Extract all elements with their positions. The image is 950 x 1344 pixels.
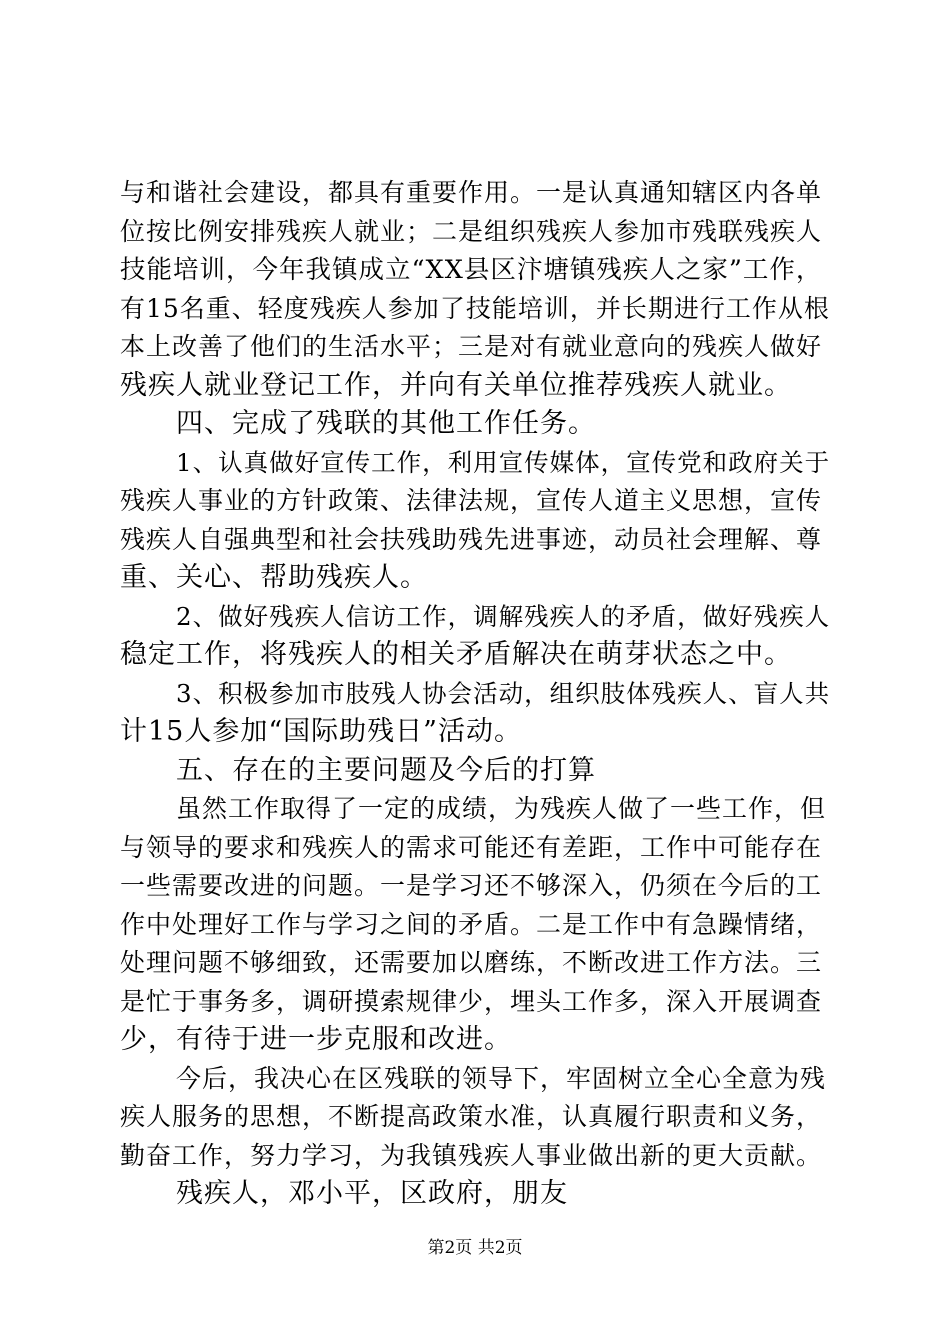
- text-line: 勤奋工作，努力学习，为我镇残疾人事业做出新的更大贡献。: [120, 1140, 823, 1170]
- text-line: 疾人服务的思想，不断提高政策水准，认真履行职责和义务，: [120, 1102, 823, 1131]
- text-line: 虽然工作取得了一定的成绩，为残疾人做了一些工作，但: [176, 794, 827, 823]
- text-line: 2、做好残疾人信访工作，调解残疾人的矛盾，做好残疾人: [176, 601, 831, 631]
- text-line: 3、积极参加市肢残人协会活动，组织肢体残疾人、盲人共: [176, 678, 831, 708]
- text-line: 五、存在的主要问题及今后的打算: [176, 754, 596, 786]
- text-line: 处理问题不够细致，还需要加以磨练，不断改进工作方法。三: [120, 948, 823, 977]
- text-line: 残疾人，邓小平，区政府，朋友: [176, 1178, 568, 1209]
- text-line: 1、认真做好宣传工作，利用宣传媒体，宣传党和政府关于: [176, 447, 831, 477]
- text-line: 与领导的要求和残疾人的需求可能还有差距，工作中可能存在: [120, 832, 823, 862]
- page-number-footer: 第2页 共2页: [427, 1238, 523, 1258]
- text-line: 稳定工作，将残疾人的相关矛盾解决在萌芽状态之中。: [120, 639, 792, 670]
- text-line: 一些需要改进的问题。一是学习还不够深入，仍须在今后的工: [120, 871, 823, 900]
- text-line: 四、完成了残联的其他工作任务。: [176, 408, 596, 439]
- text-line: 位按比例安排残疾人就业；二是组织残疾人参加市残联残疾人: [120, 216, 823, 246]
- document-body: [120, 174, 832, 1214]
- text-line: 重、关心、帮助残疾人。: [120, 562, 428, 593]
- text-line: 残疾人自强典型和社会扶残助残先进事迹，动员社会理解、尊: [120, 524, 823, 554]
- text-line: 是忙于事务多，调研摸索规律少，埋头工作多，深入开展调查: [120, 986, 823, 1016]
- text-line: 残疾人事业的方针政策、法律法规，宣传人道主义思想，宣传: [120, 486, 823, 515]
- text-line: 少，有待于进一步克服和改进。: [120, 1024, 512, 1055]
- text-line: 残疾人就业登记工作，并向有关单位推荐残疾人就业。: [120, 369, 792, 401]
- text-line: 作中处理好工作与学习之间的矛盾。二是工作中有急躁情绪，: [120, 909, 823, 939]
- text-line: 与和谐社会建设，都具有重要作用。一是认真通知辖区内各单: [120, 178, 823, 207]
- text-line: 今后，我决心在区残联的领导下，牢固树立全心全意为残: [176, 1063, 827, 1093]
- text-line: 有15名重、轻度残疾人参加了技能培训，并长期进行工作从根: [120, 293, 830, 323]
- text-line: 技能培训，今年我镇成立“XX县区汴塘镇残疾人之家”工作，: [120, 255, 823, 285]
- text-line: 计15人参加“国际助残日”活动。: [120, 716, 522, 747]
- text-line: 本上改善了他们的生活水平；三是对有就业意向的残疾人做好: [120, 332, 823, 361]
